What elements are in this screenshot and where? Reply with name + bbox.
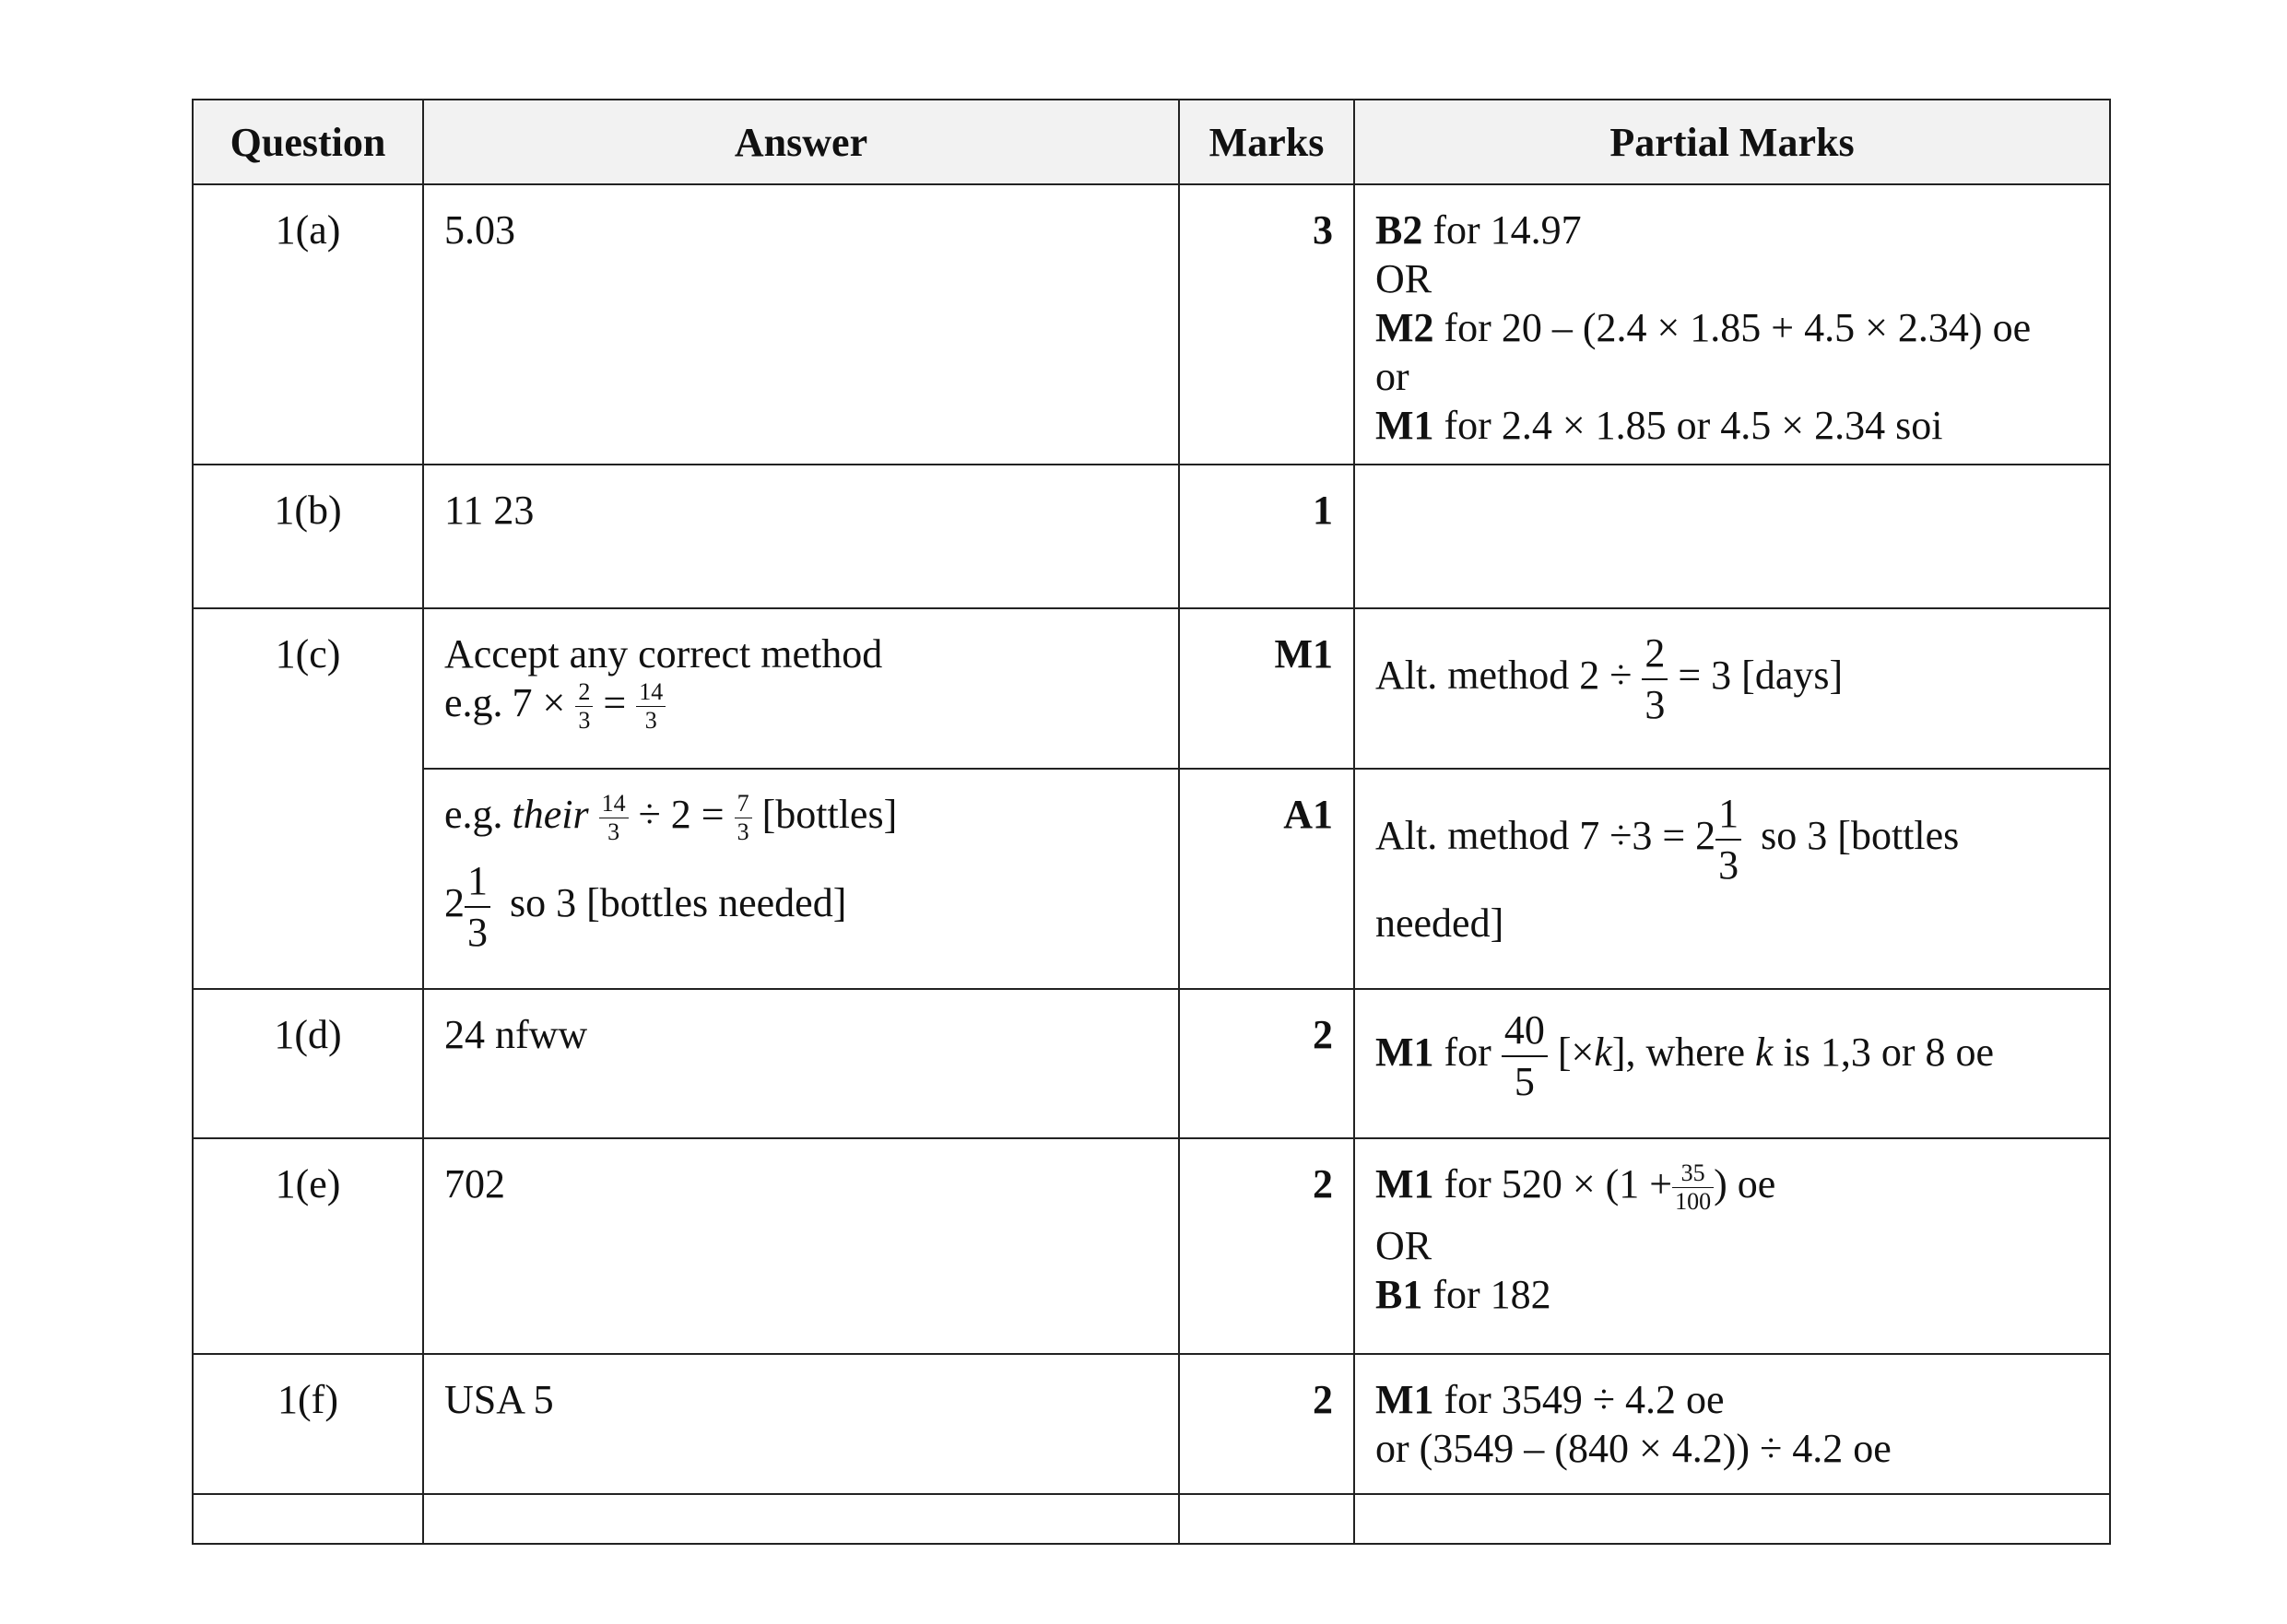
fraction: $\frac{1}{3}$ bbox=[465, 861, 490, 953]
fraction: $\frac{7}{3}$ bbox=[735, 792, 752, 844]
table-row bbox=[193, 769, 2110, 989]
table-row bbox=[193, 1494, 2110, 1544]
partial-line: M1 for $\frac{40}{5}$ [×k], where k is 1,3 or 8 oe bbox=[1375, 1007, 1995, 1104]
partial-line: M1 for 2.4 × 1.85 or 4.5 × 2.34 soi bbox=[1375, 403, 1943, 448]
question-cell: 1(c) bbox=[193, 608, 423, 989]
table-row bbox=[193, 989, 2110, 1138]
answer-cell bbox=[423, 1494, 1179, 1544]
header-marks: Marks bbox=[1179, 100, 1354, 184]
partial-line: Alt. method 7 ÷3 = 2 $\frac{1}{3}$ so 3 [bottles bbox=[1375, 791, 1960, 888]
answer-cell: 702 bbox=[423, 1138, 1179, 1354]
marks-cell: 3 bbox=[1179, 184, 1354, 465]
partial-marks-cell bbox=[1354, 1494, 2110, 1544]
fraction: $\frac{40}{5}$ bbox=[1502, 1010, 1548, 1102]
header-question: Question bbox=[193, 100, 423, 184]
question-cell: 1(b) bbox=[193, 465, 423, 608]
header-row bbox=[193, 100, 2110, 184]
partial-line: OR bbox=[1375, 1223, 1432, 1269]
marks-cell: 2 bbox=[1179, 1354, 1354, 1494]
partial-marks-cell bbox=[1354, 989, 2110, 1138]
answer-line: Accept any correct method bbox=[444, 631, 883, 677]
fraction: $\frac{14}{3}$ bbox=[599, 792, 629, 844]
partial-line: or (3549 – (840 × 4.2)) ÷ 4.2 oe bbox=[1375, 1426, 1892, 1471]
fraction: $\frac{1}{3}$ bbox=[1715, 794, 1741, 886]
partial-line: OR bbox=[1375, 256, 1432, 301]
marks-cell: 2 bbox=[1179, 1138, 1354, 1354]
partial-line: Alt. method 2 ÷ $\frac{2}{3}$ = 3 [days] bbox=[1375, 630, 1844, 727]
question-cell bbox=[193, 1494, 423, 1544]
partial-line: B1 for 182 bbox=[1375, 1272, 1551, 1318]
question-cell: 1(a) bbox=[193, 184, 423, 465]
table-row bbox=[193, 184, 2110, 465]
partial-line: B2 for 14.97 bbox=[1375, 207, 1582, 253]
answer-cell bbox=[423, 769, 1179, 989]
partial-line: M2 for 20 – (2.4 × 1.85 + 4.5 × 2.34) oe bbox=[1375, 305, 2032, 350]
question-cell: 1(e) bbox=[193, 1138, 423, 1354]
table-row bbox=[193, 1138, 2110, 1354]
partial-marks-cell bbox=[1354, 769, 2110, 989]
answer-line: e.g. 7 × $\frac{2}{3}$ = $\frac{14}{3}$ bbox=[444, 678, 1158, 733]
marks-cell bbox=[1179, 1494, 1354, 1544]
marks-cell: 1 bbox=[1179, 465, 1354, 608]
partial-marks-cell bbox=[1354, 1138, 2110, 1354]
fraction: $\frac{2}{3}$ bbox=[1642, 633, 1668, 725]
question-cell: 1(f) bbox=[193, 1354, 423, 1494]
answer-line: e.g. their $\frac{14}{3}$ ÷ 2 = $\frac{7}{3}$ [bottles] bbox=[444, 790, 898, 846]
marks-cell: A1 bbox=[1179, 769, 1354, 989]
header-answer: Answer bbox=[423, 100, 1179, 184]
partial-marks-cell bbox=[1354, 184, 2110, 465]
table-row bbox=[193, 465, 2110, 608]
mark-scheme-table bbox=[192, 99, 2111, 1545]
partial-line: or bbox=[1375, 354, 1409, 399]
answer-cell: 11 23 bbox=[423, 465, 1179, 608]
question-cell: 1(d) bbox=[193, 989, 423, 1138]
answer-cell: USA 5 bbox=[423, 1354, 1179, 1494]
table-row bbox=[193, 608, 2110, 769]
partial-marks-cell bbox=[1354, 608, 2110, 769]
partial-line: M1 for 520 × (1 + $\frac{35}{100}$ ) oe bbox=[1375, 1159, 1776, 1216]
table-row bbox=[193, 1354, 2110, 1494]
header-partial-marks: Partial Marks bbox=[1354, 100, 2110, 184]
answer-line: 2 $\frac{1}{3}$ so 3 [bottles needed] bbox=[444, 858, 847, 956]
marks-cell: M1 bbox=[1179, 608, 1354, 769]
marks-cell: 2 bbox=[1179, 989, 1354, 1138]
fraction: $\frac{2}{3}$ bbox=[575, 680, 593, 733]
answer-cell: 24 nfww bbox=[423, 989, 1179, 1138]
fraction: $\frac{14}{3}$ bbox=[636, 680, 666, 733]
partial-line: needed] bbox=[1375, 900, 1504, 946]
fraction: $\frac{35}{100}$ bbox=[1672, 1161, 1714, 1214]
partial-marks-cell bbox=[1354, 465, 2110, 608]
partial-line: M1 for 3549 ÷ 4.2 oe bbox=[1375, 1377, 1725, 1422]
answer-cell bbox=[423, 608, 1179, 769]
partial-marks-cell bbox=[1354, 1354, 2110, 1494]
answer-cell: 5.03 bbox=[423, 184, 1179, 465]
